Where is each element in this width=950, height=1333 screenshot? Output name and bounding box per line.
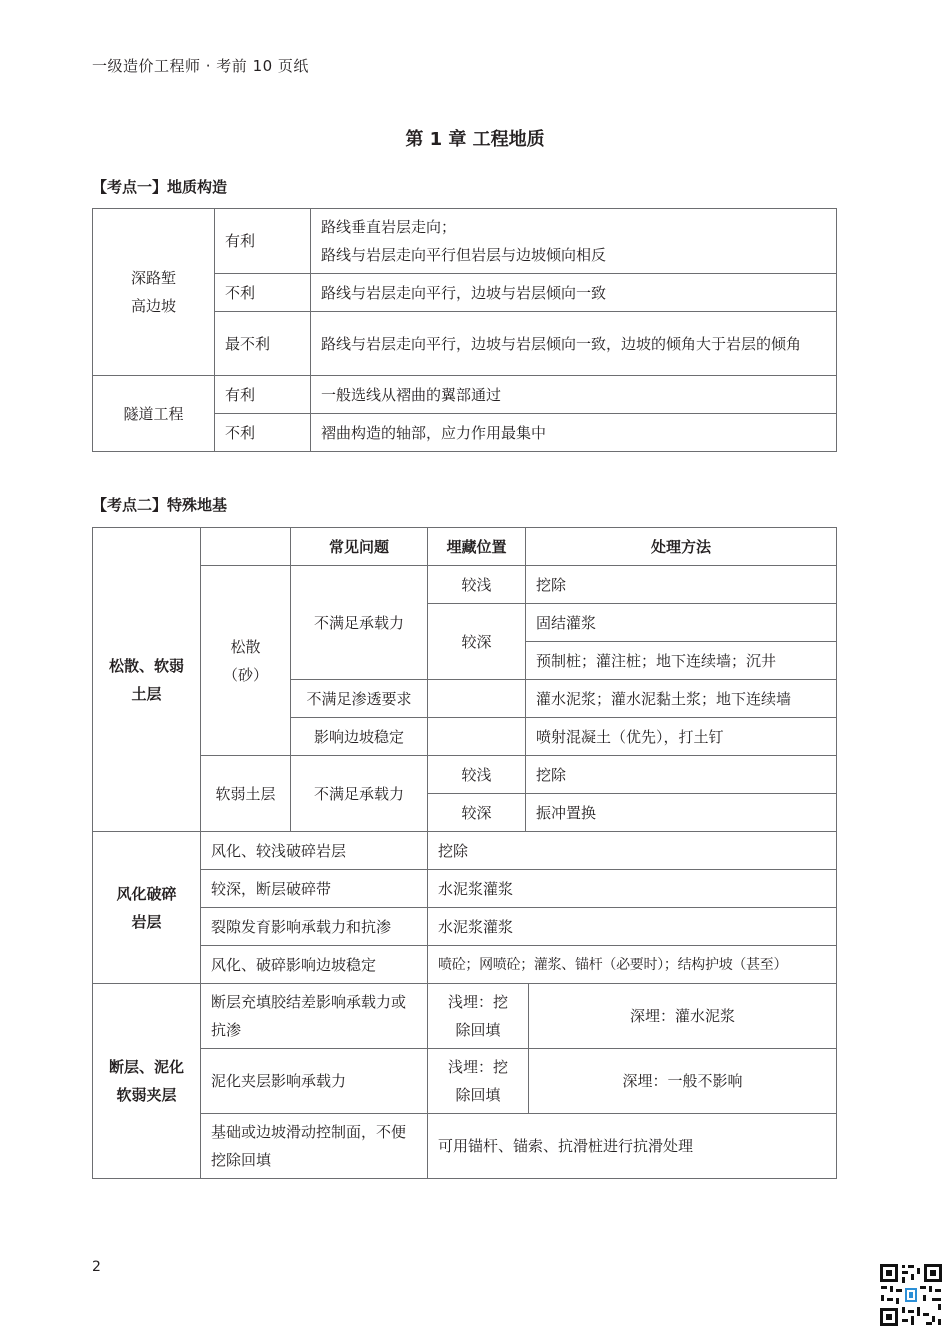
weathered-problem: 风化、较浅破碎岩层 — [201, 832, 428, 870]
fault-problem: 断层充填胶结差影响承载力或抗渗 — [201, 984, 428, 1049]
weathered-method: 水泥浆灌浆 — [428, 908, 837, 946]
header-blank — [201, 528, 291, 566]
fault-deep: 深埋：灌水泥浆 — [529, 984, 837, 1049]
weathered-problem: 较深，断层破碎带 — [201, 870, 428, 908]
text-unfavorable: 路线与岩层走向平行，边坡与岩层倾向一致 — [311, 274, 837, 312]
method-dig: 挖除 — [526, 566, 837, 604]
fault-problem: 泥化夹层影响承载力 — [201, 1049, 428, 1114]
method-slope: 喷射混凝土（优先），打土钉 — [526, 718, 837, 756]
header-depth: 埋藏位置 — [428, 528, 526, 566]
header-problem: 常见问题 — [291, 528, 428, 566]
text-most-unfavorable: 路线与岩层走向平行，边坡与岩层倾向一致，边坡的倾角大于岩层的倾角 — [311, 312, 837, 376]
label-tunnel-favorable: 有利 — [215, 376, 311, 414]
depth-shallow: 较浅 — [428, 566, 526, 604]
category-loose-soft-soil: 松散、软弱 土层 — [93, 528, 201, 832]
depth-deep: 较深 — [428, 604, 526, 680]
text-tunnel-favorable: 一般选线从褶曲的翼部通过 — [311, 376, 837, 414]
weathered-method: 挖除 — [428, 832, 837, 870]
weathered-problem: 裂隙发育影响承载力和抗渗 — [201, 908, 428, 946]
weathered-problem: 风化、破碎影响边坡稳定 — [201, 946, 428, 984]
running-header: 一级造价工程师 · 考前 10 页纸 — [92, 57, 309, 75]
text-favorable: 路线垂直岩层走向； 路线与岩层走向平行但岩层与边坡倾向相反 — [311, 209, 837, 274]
label-unfavorable: 不利 — [215, 274, 311, 312]
subcategory-soft-soil: 软弱土层 — [201, 756, 291, 832]
depth-blank — [428, 680, 526, 718]
label-favorable: 有利 — [215, 209, 311, 274]
geologic-structure-table — [92, 208, 837, 452]
method-soft-dig: 挖除 — [526, 756, 837, 794]
method-vibro-replacement: 振冲置换 — [526, 794, 837, 832]
fault-shallow: 浅埋：挖 除回填 — [428, 1049, 529, 1114]
header-method: 处理方法 — [526, 528, 837, 566]
category-weathered-rock: 风化破碎 岩层 — [93, 832, 201, 984]
page-number: 2 — [92, 1259, 101, 1275]
depth-blank-2 — [428, 718, 526, 756]
weathered-method: 喷砼；网喷砼；灌浆、锚杆（必要时）；结构护坡（甚至） — [428, 946, 837, 984]
method-seepage: 灌水泥浆；灌水泥黏土浆；地下连续墙 — [526, 680, 837, 718]
special-foundation-table — [92, 527, 837, 1179]
text-tunnel-unfavorable: 褶曲构造的轴部，应力作用最集中 — [311, 414, 837, 452]
weathered-method: 水泥浆灌浆 — [428, 870, 837, 908]
category-fault-clay-layer: 断层、泥化 软弱夹层 — [93, 984, 201, 1179]
subcategory-loose-sand: 松散 （砂） — [201, 566, 291, 756]
chapter-title: 第 1 章 工程地质 — [405, 129, 545, 150]
fault-shallow: 浅埋：挖 除回填 — [428, 984, 529, 1049]
category-tunnel: 隧道工程 — [93, 376, 215, 452]
depth-soft-deep: 较深 — [428, 794, 526, 832]
fault-problem: 基础或边坡滑动控制面，不便挖除回填 — [201, 1114, 428, 1179]
section-title-geologic-structure: 【考点一】地质构造 — [92, 178, 228, 196]
label-tunnel-unfavorable: 不利 — [215, 414, 311, 452]
method-grout: 固结灌浆 — [526, 604, 837, 642]
problem-bearing: 不满足承载力 — [291, 566, 428, 680]
qr-code-icon[interactable] — [878, 1262, 944, 1328]
fault-deep: 深埋：一般不影响 — [529, 1049, 837, 1114]
method-pile: 预制桩；灌注桩；地下连续墙；沉井 — [526, 642, 837, 680]
problem-soft-bearing: 不满足承载力 — [291, 756, 428, 832]
section-title-special-foundation: 【考点二】特殊地基 — [92, 496, 228, 514]
label-most-unfavorable: 最不利 — [215, 312, 311, 376]
category-deep-cut: 深路堑 高边坡 — [93, 209, 215, 376]
problem-seepage: 不满足渗透要求 — [291, 680, 428, 718]
fault-method: 可用锚杆、锚索、抗滑桩进行抗滑处理 — [428, 1114, 837, 1179]
depth-soft-shallow: 较浅 — [428, 756, 526, 794]
problem-slope: 影响边坡稳定 — [291, 718, 428, 756]
